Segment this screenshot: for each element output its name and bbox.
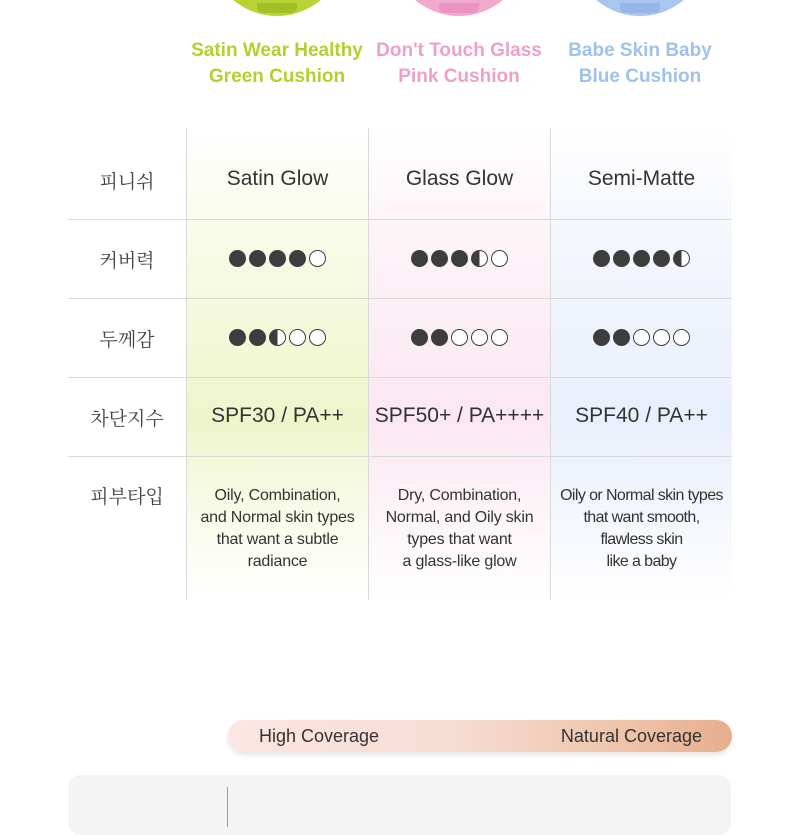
rating-dot-full [613, 329, 630, 346]
coverage-scale-bar [228, 720, 732, 752]
rating-dot-empty [633, 329, 650, 346]
rating-dot-full [431, 250, 448, 267]
row-label-spf: 차단지수 [90, 408, 164, 430]
skin-type-line: that want smooth, [583, 509, 700, 526]
thickness-rating [187, 329, 368, 346]
rating-dot-full [269, 250, 286, 267]
rating-dot-empty [309, 329, 326, 346]
product-name-line: Babe Skin Baby [568, 40, 712, 61]
coverage-rating [369, 250, 550, 267]
skin-type-line: Oily or Normal skin types [560, 487, 723, 504]
product-name-line: Pink Cushion [398, 66, 520, 87]
skin-type-value [551, 485, 732, 573]
skin-type-line: Dry, Combination, [397, 487, 522, 504]
thickness-rating [369, 329, 550, 346]
rating-dot-full [593, 329, 610, 346]
blue-cushion-image [572, 0, 708, 16]
high-coverage-label: High Coverage [259, 726, 380, 746]
rating-dot-full [229, 250, 246, 267]
green-cushion-image [209, 0, 345, 16]
coverage-rating [551, 250, 732, 267]
rating-dot-full [451, 250, 468, 267]
spf-value: SPF40 / PA++ [575, 404, 708, 427]
rating-dot-empty [491, 329, 508, 346]
bottom-panel [68, 775, 731, 835]
finish-value: Semi-Matte [587, 167, 696, 190]
row-divider [68, 377, 731, 378]
skin-type-line: like a baby [606, 553, 677, 570]
spf-value: SPF30 / PA++ [211, 404, 344, 427]
product-name-line: Satin Wear Healthy [191, 40, 363, 61]
row-divider [68, 456, 731, 457]
rating-dot-empty [471, 329, 488, 346]
pink-cushion-image [391, 0, 527, 16]
row-divider [68, 298, 731, 299]
row-label-skin-type: 피부타입 [90, 486, 164, 508]
skin-type-value [187, 485, 368, 573]
rating-dot-empty [491, 250, 508, 267]
rating-dot-full [289, 250, 306, 267]
rating-dot-full [249, 250, 266, 267]
spf-value: SPF50+ / PA++++ [374, 404, 545, 427]
rating-dot-full [431, 329, 448, 346]
rating-dot-half [269, 329, 286, 346]
row-label-thickness: 두께감 [99, 329, 155, 351]
product-name-line: Green Cushion [208, 66, 346, 87]
skin-type-line: that want a subtle [216, 531, 339, 548]
skin-type-line: flawless skin [600, 531, 683, 548]
coverage-rating [187, 250, 368, 267]
skin-type-line: radiance [247, 553, 308, 570]
rating-dot-empty [451, 329, 468, 346]
rating-dot-full [411, 250, 428, 267]
finish-value: Glass Glow [405, 167, 514, 190]
product-name-pink [368, 38, 550, 90]
rating-dot-full [613, 250, 630, 267]
product-name-line: Don't Touch Glass [376, 40, 542, 61]
finish-value: Satin Glow [226, 167, 329, 190]
product-name-green [186, 38, 368, 90]
natural-coverage-label: Natural Coverage [560, 726, 702, 746]
row-label-finish: 피니쉬 [99, 171, 155, 193]
rating-dot-full [249, 329, 266, 346]
skin-type-line: Oily, Combination, [214, 487, 341, 504]
skin-type-line: a glass-like glow [402, 553, 517, 570]
product-name-line: Blue Cushion [578, 66, 702, 87]
rating-dot-empty [673, 329, 690, 346]
thickness-rating [551, 329, 732, 346]
rating-dot-full [653, 250, 670, 267]
rating-dot-full [633, 250, 650, 267]
product-name-blue [549, 38, 731, 90]
rating-dot-full [229, 329, 246, 346]
rating-dot-half [471, 250, 488, 267]
skin-type-line: types that want [407, 531, 512, 548]
row-divider [68, 219, 731, 220]
rating-dot-empty [653, 329, 670, 346]
skin-type-line: Normal, and Oily skin [385, 509, 534, 526]
skin-type-value [369, 485, 550, 573]
skin-type-line: and Normal skin types [200, 509, 355, 526]
rating-dot-empty [309, 250, 326, 267]
panel-divider [227, 787, 228, 827]
row-label-coverage: 커버력 [99, 250, 155, 272]
rating-dot-empty [289, 329, 306, 346]
rating-dot-full [411, 329, 428, 346]
rating-dot-half [673, 250, 690, 267]
rating-dot-full [593, 250, 610, 267]
